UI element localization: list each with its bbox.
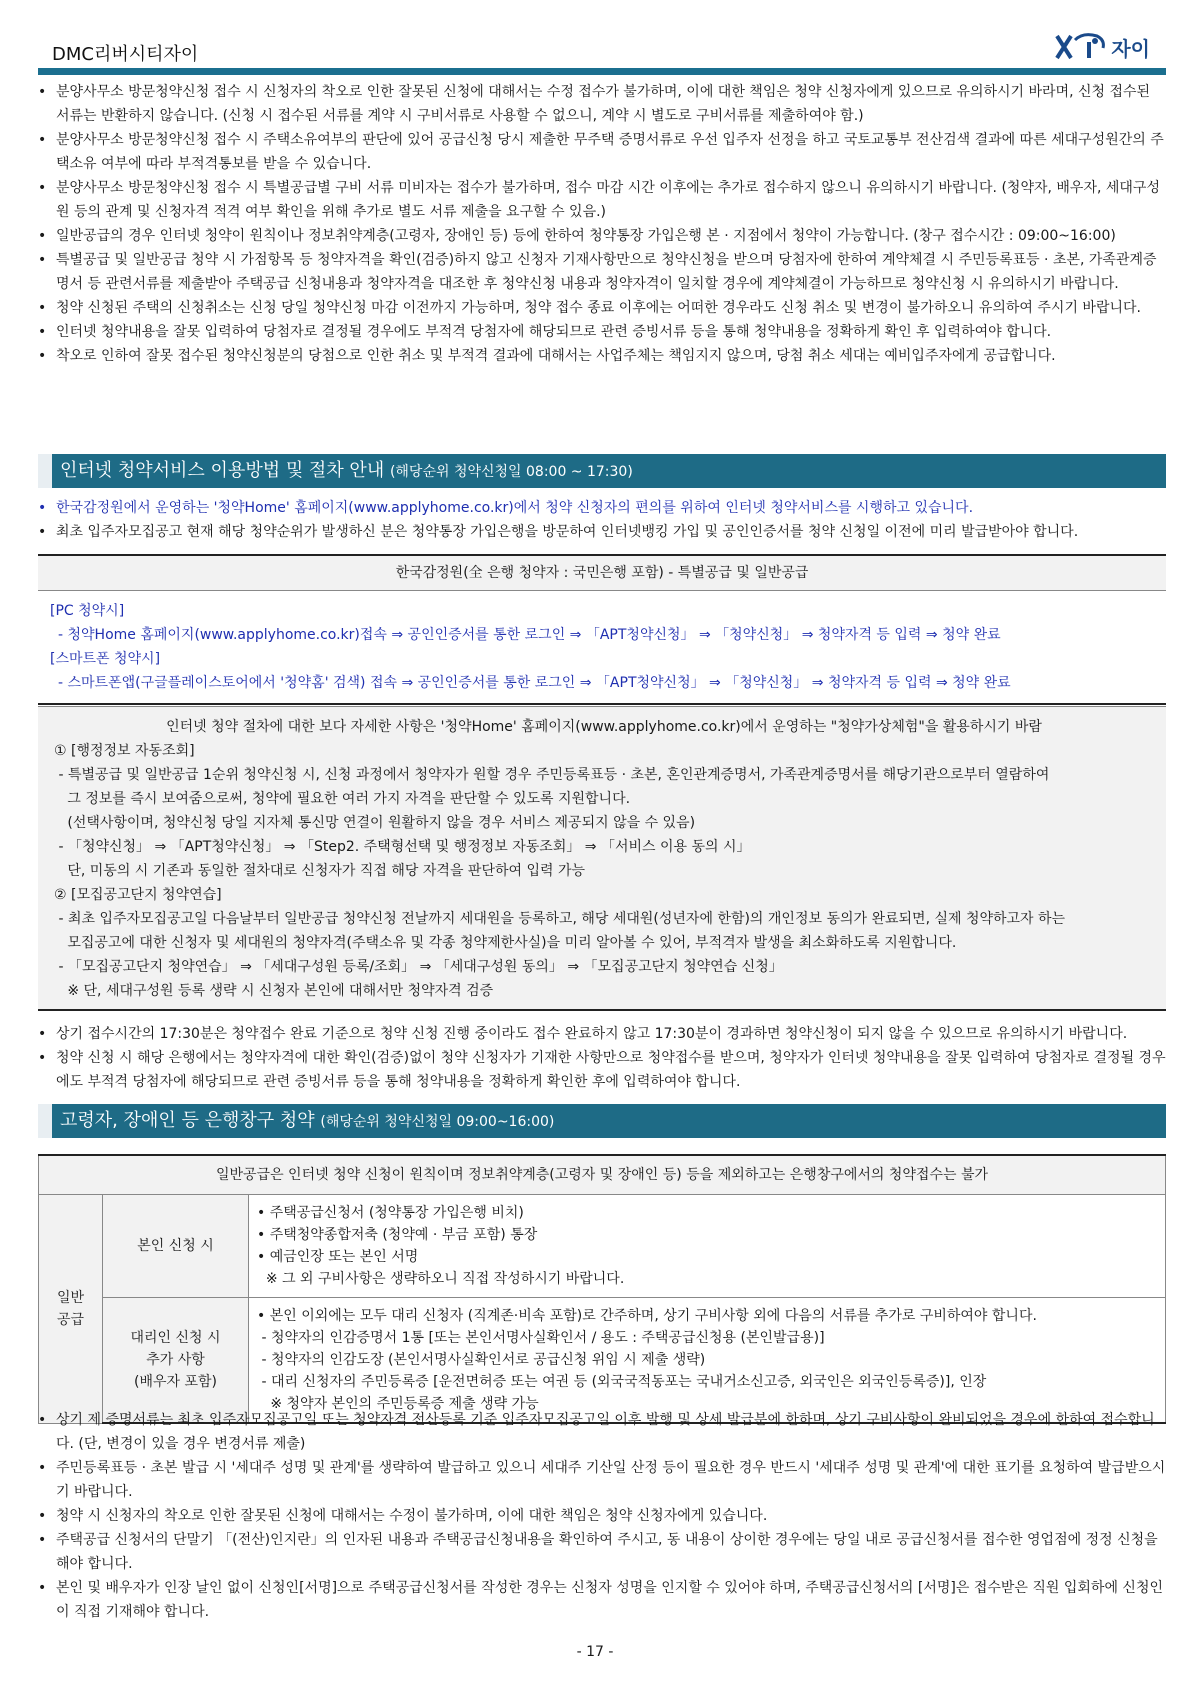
guide-box	[38, 706, 1166, 1011]
guide-line: 그 정보를 즉시 보여줌으로써, 청약에 필요한 여러 가지 자격을 판단할 수 있도록 지원합니다.	[54, 791, 631, 807]
list-item: • 착오로 인하여 잘못 접수된 청약신청분의 당첨으로 인한 취소 및 부적격 결과에 대해서는 사업주체는 책임지지 않으며, 당첨 취소 세대는 예비입주자에게 공급합니다.	[38, 344, 1166, 368]
list-item: • 특별공급 및 일반공급 청약 시 가점항목 등 청약자격을 확인(검증)하지 않고 신청자 기재사항만으로 청약신청을 받으며 당첨자에 한하여 계약체결 시 주민등록표등 · 초본, 가족관계증명서 등 관련서류를 제출받아 주택공급 신청내용과 청약자격을 대조한 후 청약신청 내용과 청약자격이 일치할 경우에 계약체결이 가능하므로 청약신청 시 유의하시기 바랍니다.	[38, 248, 1166, 296]
row-items	[249, 1298, 1166, 1424]
list-item: • 최초 입주자모집공고 현재 해당 청약순위가 발생하신 분은 청약통장 가입은행을 방문하여 인터넷뱅킹 가입 및 공인인증서를 청약 신청일 이전에 미리 발급받아야 합니다.	[38, 520, 1166, 544]
list-item: • 예금인장 또는 본인 서명	[257, 1249, 419, 1265]
list-item: - 대리 신청자의 주민등록증 [운전면허증 또는 여권 등 (외국국적동포는 국내거소신고증, 외국인은 외국인등록증)], 인장	[257, 1374, 987, 1390]
section-subtitle: (해당순위 청약신청일 09:00~16:00)	[320, 1114, 555, 1130]
procedure-box-title: 한국감정원(全 은행 청약자 : 국민은행 포함) - 특별공급 및 일반공급	[38, 556, 1166, 591]
section-subtitle: (해당순위 청약신청일 08:00 ~ 17:30)	[389, 464, 633, 480]
list-item: • 청약 신청 시 해당 은행에서는 청약자격에 대한 확인(검증)없이 청약 신청자가 기재한 사항만으로 청약접수를 받으며, 청약자가 인터넷 청약내용을 잘못 입력하여 당첨자로 결정될 경우에도 부적격 당첨자에 해당되므로 관련 증빙서류 등을 통해 청약내용을 정확하게 확인한 후에 입력하여야 합니다.	[38, 1046, 1166, 1094]
list-item: • 한국감정원에서 운영하는 '청약Home' 홈페이지(www.applyhome.co.kr)에서 청약 신청자의 편의를 위하여 인터넷 청약서비스를 시행하고 있습니다.	[38, 496, 1166, 520]
table-header: 일반공급은 인터넷 청약 신청이 원칙이며 정보취약계층(고령자 및 장애인 등) 등을 제외하고는 은행창구에서의 청약접수는 불가	[39, 1155, 1166, 1195]
brand-name: DMC리버시티자이	[52, 44, 199, 65]
logo-text: 자이	[1111, 36, 1150, 61]
guide-line: 단, 미동의 시 기존과 동일한 절차대로 신청자가 직접 해당 자격을 판단하여 입력 가능	[54, 863, 586, 879]
section-heading-internet	[38, 454, 1166, 488]
list-item: • 본인 이외에는 모두 대리 신청자 (직계존·비속 포함)로 간주하며, 상기 구비사항 외에 다음의 서류를 추가로 구비하여야 합니다.	[257, 1308, 1037, 1324]
section2-after-bullets	[38, 1408, 1166, 1624]
list-item: ※ 그 외 구비사항은 생략하오니 직접 작성하시기 바랍니다.	[257, 1271, 625, 1287]
bank-requirements-table	[38, 1154, 1166, 1424]
list-item: • 주민등록표등 · 초본 발급 시 '세대주 성명 및 관계'를 생략하여 발급하고 있으니 세대주 기산일 산정 등이 필요한 경우 반드시 '세대주 성명 및 관계'에 대한 표기를 요청하여 발급받으시기 바랍니다.	[38, 1456, 1166, 1504]
guide-line: ① [행정정보 자동조회]	[54, 743, 195, 759]
guide-line: - 「청약신청」 ⇒ 「APT청약신청」 ⇒ 「Step2. 주택형선택 및 행정정보 자동조회」 ⇒ 「서비스 이용 동의 시」	[54, 839, 751, 855]
guide-intro: 인터넷 청약 절차에 대한 보다 자세한 사항은 '청약Home' 홈페이지(www.applyhome.co.kr)에서 운영하는 "청약가상체험"을 활용하시기 바람	[166, 719, 1042, 735]
guide-line: - 최초 입주자모집공고일 다음날부터 일반공급 청약신청 전날까지 세대원을 등록하고, 해당 세대원(성년자에 한함)의 개인정보 동의가 완료되면, 실제 청약하고자 하는	[54, 911, 1066, 927]
category-cell: 일반 공급	[39, 1195, 103, 1424]
guide-line: ※ 단, 세대구성원 등록 생략 시 신청자 본인에 대해서만 청약자격 검증	[54, 983, 494, 999]
mobile-label: [스마트폰 청약시]	[50, 651, 161, 667]
guide-line: - 「모집공고단지 청약연습」 ⇒ 「세대구성원 등록/조회」 ⇒ 「세대구성원 동의」 ⇒ 「모집공고단지 청약연습 신청」	[54, 959, 783, 975]
guide-line: 모집공고에 대한 신청자 및 세대원의 청약자격(주택소유 및 각종 청약제한사실)을 미리 알아볼 수 있어, 부적격자 발생을 최소화하도록 지원합니다.	[54, 935, 957, 951]
list-item: • 분양사무소 방문청약신청 접수 시 신청자의 착오로 인한 잘못된 신청에 대해서는 수정 접수가 불가하며, 이에 대한 책임은 청약 신청자에게 있으므로 유의하시기 바라며, 신청 접수된 서류는 반환하지 않습니다. (신청 시 접수된 서류를 계약 시 구비서류로 사용할 수 없으니, 계약 시 별도로 구비서류를 제출하여야 함.)	[38, 80, 1166, 128]
list-item: • 인터넷 청약내용을 잘못 입력하여 당첨자로 결정될 경우에도 부적격 당첨자에 해당되므로 관련 증빙서류 등을 통해 청약내용을 정확하게 확인 후 입력하여야 합니다.	[38, 320, 1166, 344]
list-item: • 주택청약종합저축 (청약예 · 부금 포함) 통장	[257, 1227, 538, 1243]
list-item: • 본인 및 배우자가 인장 날인 없이 신청인[서명]으로 주택공급신청서를 작성한 경우는 신청자 성명을 인지할 수 있어야 하며, 주택공급신청서의 [서명]은 접수받은 직원 입회하에 신청인이 직접 기재해야 합니다.	[38, 1576, 1166, 1624]
list-item: • 청약 신청된 주택의 신청취소는 신청 당일 청약신청 마감 이전까지 가능하며, 청약 접수 종료 이후에는 어떠한 경우라도 신청 취소 및 변경이 불가하오니 유의하여 주시기 바랍니다.	[38, 296, 1166, 320]
list-item: • 상기 제 증명서류는 최초 입주자모집공고일 또는 청약자격 전산등록 기준 입주자모집공고일 이후 발행 및 상세 발급분에 한하며, 상기 구비사항이 완비되었을 경우에 한하여 접수합니다. (단, 변경이 있을 경우 변경서류 제출)	[38, 1408, 1166, 1456]
list-item: • 일반공급의 경우 인터넷 청약이 원칙이나 정보취약계층(고령자, 장애인 등) 등에 한하여 청약통장 가입은행 본 · 지점에서 청약이 가능합니다. (창구 접수시간 : 09:00~16:00)	[38, 224, 1166, 248]
list-item: - 청약자의 인감도장 (본인서명사실확인서로 공급신청 위임 시 제출 생략)	[257, 1352, 706, 1368]
list-item: - 청약자의 인감증명서 1통 [또는 본인서명사실확인서 / 용도 : 주택공급신청용 (본인발급용)]	[257, 1330, 825, 1346]
row-items	[249, 1195, 1166, 1298]
section-heading-bank	[38, 1104, 1166, 1138]
list-item: • 주택공급 신청서의 단말기 「(전산)인지란」의 인자된 내용과 주택공급신청내용을 확인하여 주시고, 동 내용이 상이한 경우에는 당일 내로 공급신청서를 접수한 영업점에 정정 신청을 해야 합니다.	[38, 1528, 1166, 1576]
section1-bullets	[38, 496, 1166, 544]
guide-line: - 특별공급 및 일반공급 1순위 청약신청 시, 신청 과정에서 청약자가 원할 경우 주민등록표등 · 초본, 혼인관계증명서, 가족관계증명서를 해당기관으로부터 열람하여	[54, 767, 1050, 783]
list-item: • 청약 시 신청자의 착오로 인한 잘못된 신청에 대해서는 수정이 불가하며, 이에 대한 책임은 청약 신청자에게 있습니다.	[38, 1504, 1166, 1528]
page-number: - 17 -	[576, 1644, 614, 1660]
section-title: 고령자, 장애인 등 은행창구 청약	[60, 1110, 315, 1131]
page-header	[52, 28, 1160, 72]
row-label: 대리인 신청 시 추가 사항 (배우자 포함)	[103, 1298, 249, 1424]
pc-steps: - 청약Home 홈페이지(www.applyhome.co.kr)접속 ⇒ 공인인증서를 통한 로그인 ⇒ 「APT청약신청」 ⇒ 「청약신청」 ⇒ 청약자격 등 입력 ⇒ 청약 완료	[58, 627, 1001, 643]
procedure-box	[38, 554, 1166, 705]
row-label: 본인 신청 시	[103, 1195, 249, 1298]
list-item: • 상기 접수시간의 17:30분은 청약접수 완료 기준으로 청약 신청 진행 중이라도 접수 완료하지 않고 17:30분이 경과하면 청약신청이 되지 않을 수 있으므로 유의하시기 바랍니다.	[38, 1022, 1166, 1046]
section-title: 인터넷 청약서비스 이용방법 및 절차 안내	[60, 460, 385, 481]
header-rule	[38, 68, 1166, 75]
intro-bullets	[38, 80, 1166, 368]
list-item: • 분양사무소 방문청약신청 접수 시 주택소유여부의 판단에 있어 공급신청 당시 제출한 무주택 증명서류로 우선 입주자 선정을 하고 국토교통부 전산검색 결과에 따른 세대구성원간의 주택소유 여부에 따라 부적격통보를 받을 수 있습니다.	[38, 128, 1166, 176]
list-item: • 분양사무소 방문청약신청 접수 시 특별공급별 구비 서류 미비자는 접수가 불가하며, 접수 마감 시간 이후에는 추가로 접수하지 않으니 유의하시기 바랍니다. (청약자, 배우자, 세대구성원 등의 관계 및 신청자격 적격 여부 확인을 위해 추가로 별도 서류 제출을 요구할 수 있음.)	[38, 176, 1166, 224]
list-item: • 주택공급신청서 (청약통장 가입은행 비치)	[257, 1205, 524, 1221]
list-item: ※ 청약자 본인의 주민등록증 제출 생략 가능	[257, 1396, 539, 1412]
section1-after-bullets	[38, 1022, 1166, 1094]
xi-logo-icon	[1053, 32, 1109, 62]
logo	[1053, 32, 1150, 62]
mobile-steps: - 스마트폰앱(구글플레이스토어에서 '청약홈' 검색) 접속 ⇒ 공인인증서를 통한 로그인 ⇒ 「APT청약신청」 ⇒ 「청약신청」 ⇒ 청약자격 등 입력 ⇒ 청약 완료	[58, 675, 1011, 691]
guide-line: ② [모집공고단지 청약연습]	[54, 887, 222, 903]
guide-line: (선택사항이며, 청약신청 당일 지자체 통신망 연결이 원활하지 않을 경우 서비스 제공되지 않을 수 있음)	[54, 815, 696, 831]
pc-label: [PC 청약시]	[50, 603, 125, 619]
